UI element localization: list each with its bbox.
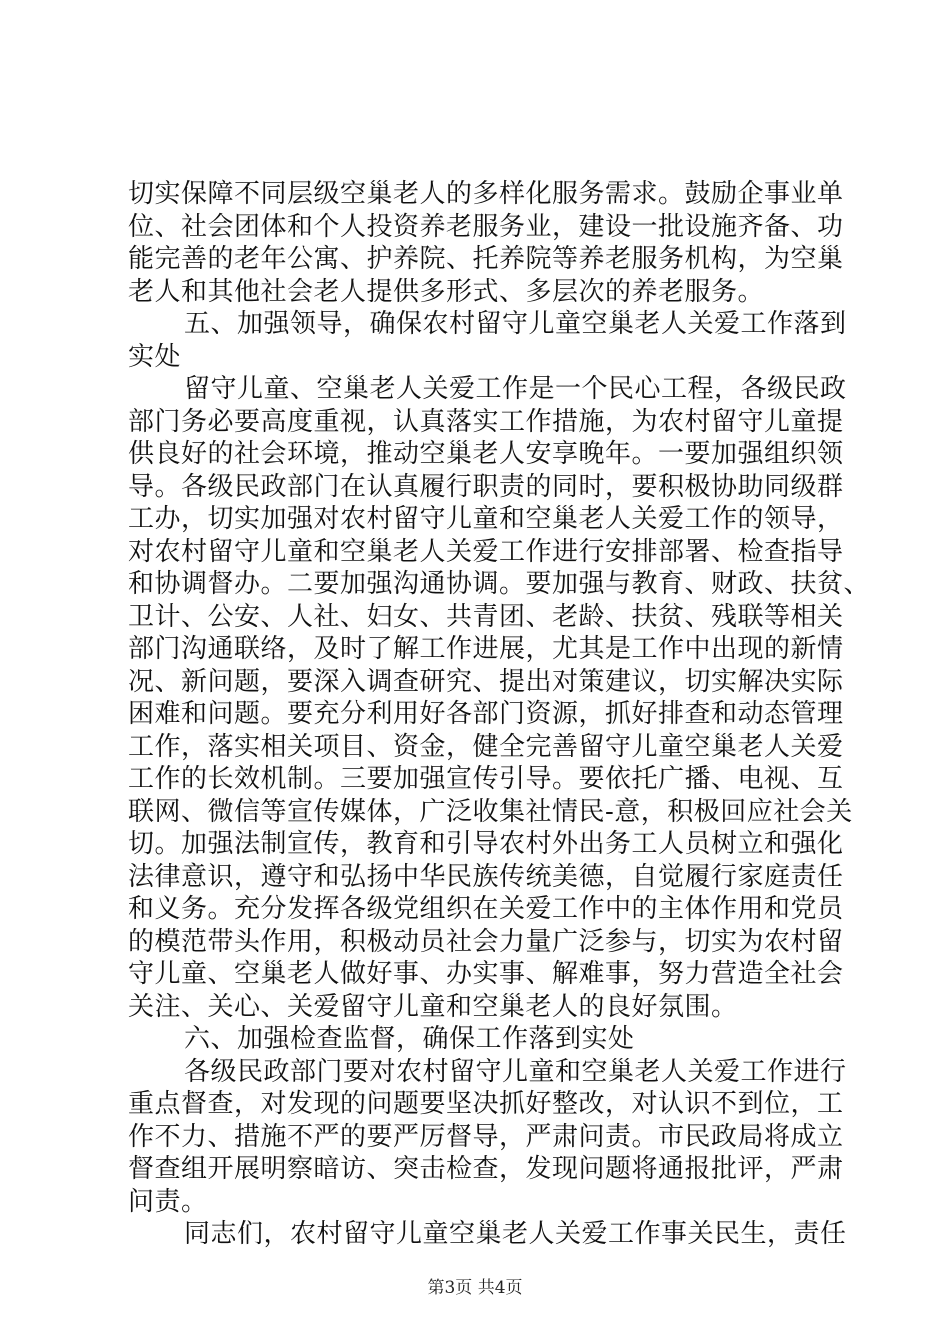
text-line: 况、新问题，要深入调查研究、提出对策建议，切实解决实际 [128, 667, 844, 697]
text-line: 作不力、措施不严的要严厉督导，严肃问责。市民政局将成立 [128, 1122, 844, 1152]
text-line: 能完善的老年公寓、护养院、托养院等养老服务机构，为空巢 [128, 244, 844, 274]
text-line: 五、加强领导，确保农村留守儿童空巢老人关爱工作落到 [184, 309, 847, 339]
text-line: 卫计、公安、人社、妇女、共青团、老龄、扶贫、残联等相关 [128, 602, 844, 632]
text-line: 困难和问题。要充分利用好各部门资源，抓好排查和动态管理 [128, 699, 844, 729]
text-line: 切。加强法制宣传，教育和引导农村外出务工人员树立和强化 [128, 829, 844, 859]
text-line: 问责。 [128, 1187, 208, 1217]
text-line: 工办，切实加强对农村留守儿童和空巢老人关爱工作的领导， [128, 504, 844, 534]
text-line: 导。各级民政部门在认真履行职责的同时，要积极协助同级群 [128, 472, 844, 502]
text-line: 工作，落实相关项目、资金，健全完善留守儿童空巢老人关爱 [128, 732, 844, 762]
text-line: 法律意识，遵守和弘扬中华民族传统美德，自觉履行家庭责任 [128, 862, 844, 892]
text-line: 的模范带头作用，积极动员社会力量广泛参与，切实为农村留 [128, 927, 844, 957]
text-line: 部门沟通联络，及时了解工作进展，尤其是工作中出现的新情 [128, 634, 844, 664]
text-line: 实处 [128, 342, 182, 372]
text-line: 对农村留守儿童和空巢老人关爱工作进行安排部署、检查指导 [128, 537, 844, 567]
text-line: 督查组开展明察暗访、突击检查，发现问题将通报批评，严肃 [128, 1154, 844, 1184]
text-line: 关注、关心、关爱留守儿童和空巢老人的良好氛围。 [128, 992, 738, 1022]
text-line: 工作的长效机制。三要加强宣传引导。要依托广播、电视、互 [128, 764, 844, 794]
text-line: 留守儿童、空巢老人关爱工作是一个民心工程，各级民政 [184, 374, 847, 404]
text-line: 部门务必要高度重视，认真落实工作措施，为农村留守儿童提 [128, 407, 844, 437]
text-line: 各级民政部门要对农村留守儿童和空巢老人关爱工作进行 [184, 1057, 847, 1087]
text-line: 切实保障不同层级空巢老人的多样化服务需求。鼓励企事业单 [128, 179, 844, 209]
text-line: 守儿童、空巢老人做好事、办实事、解难事，努力营造全社会 [128, 959, 844, 989]
text-line: 联网、微信等宣传媒体，广泛收集社情民-意，积极回应社会关 [128, 797, 853, 827]
text-line: 和义务。充分发挥各级党组织在关爱工作中的主体作用和党员 [128, 894, 844, 924]
text-line: 供良好的社会环境，推动空巢老人安享晚年。一要加强组织领 [128, 439, 844, 469]
text-line: 重点督查，对发现的问题要坚决抓好整改，对认识不到位，工 [128, 1089, 844, 1119]
text-line: 同志们，农村留守儿童空巢老人关爱工作事关民生，责任 [184, 1219, 847, 1249]
text-line: 老人和其他社会老人提供多形式、多层次的养老服务。 [128, 277, 765, 307]
page-footer: 第3页 共4页 [427, 1278, 523, 1298]
text-line: 位、社会团体和个人投资养老服务业，建设一批设施齐备、功 [128, 212, 844, 242]
text-line: 和协调督办。二要加强沟通协调。要加强与教育、财政、扶贫、 [128, 569, 871, 599]
text-line: 六、加强检查监督，确保工作落到实处 [184, 1024, 635, 1054]
